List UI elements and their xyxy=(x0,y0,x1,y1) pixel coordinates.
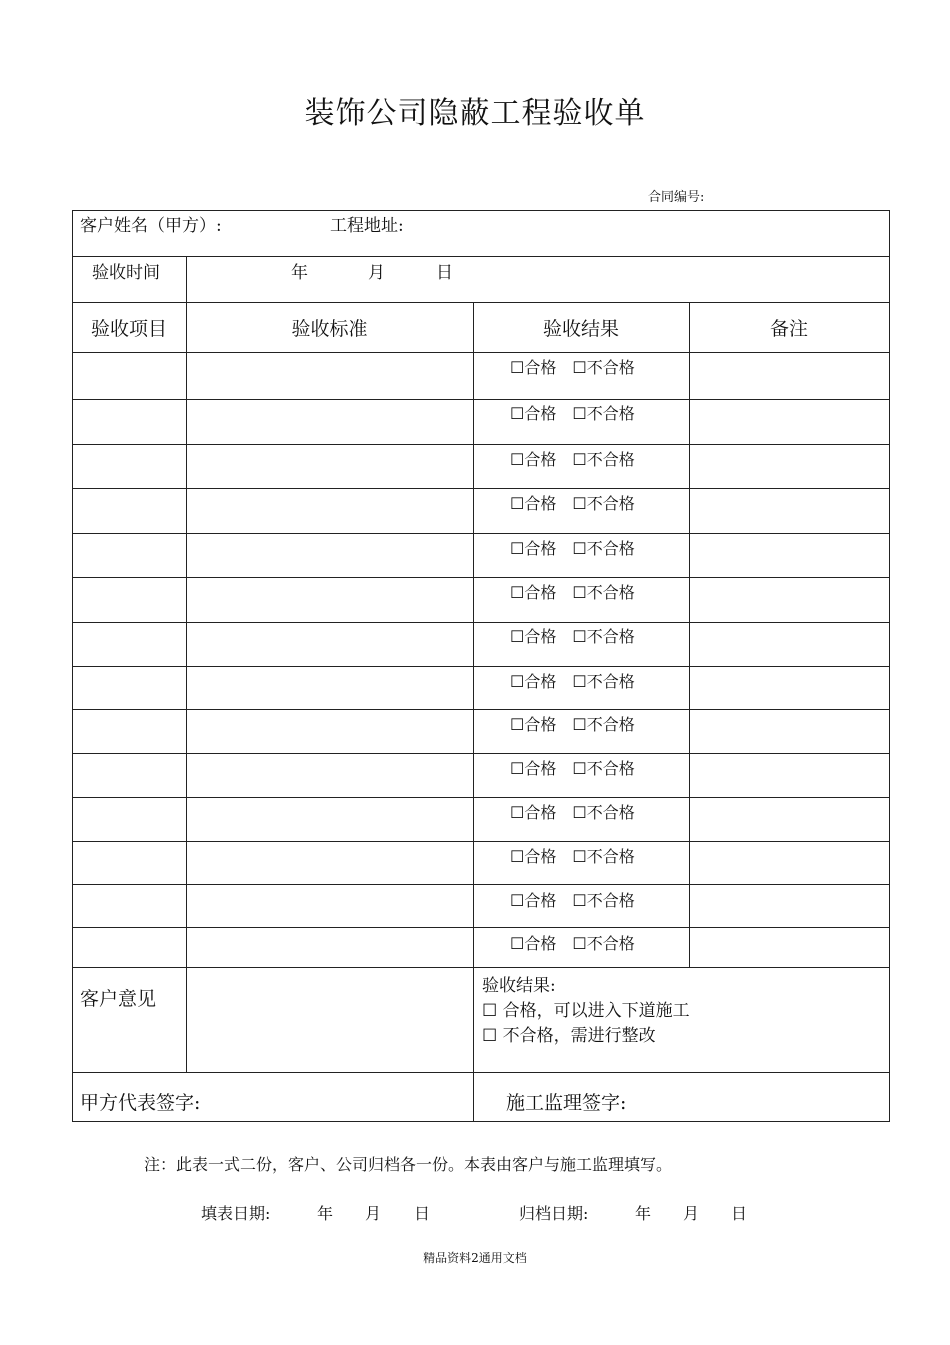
pass-checkbox[interactable]: ☐ xyxy=(510,404,525,423)
pass-checkbox[interactable]: ☐ xyxy=(510,583,525,602)
fail-checkbox[interactable]: ☐ xyxy=(572,847,587,866)
pass-label: 合格 xyxy=(524,803,557,822)
result-options xyxy=(510,800,635,823)
fail-label: 不合格 xyxy=(586,583,635,602)
pass-label: 合格 xyxy=(524,715,557,734)
fail-label: 不合格 xyxy=(586,715,635,734)
archive-date-day: 日 xyxy=(731,1204,748,1223)
fill-date-label: 填表日期: xyxy=(201,1204,271,1223)
customer-opinion-label: 客户意见 xyxy=(80,988,157,1010)
pass-checkbox[interactable]: ☐ xyxy=(510,450,525,469)
archive-date-year: 年 xyxy=(635,1204,652,1223)
result-options xyxy=(510,624,635,647)
pass-checkbox[interactable]: ☐ xyxy=(510,494,525,513)
note-text: 注：此表一式二份，客户、公司归档各一份。本表由客户与施工监理填写。 xyxy=(144,1155,673,1174)
fail-label: 不合格 xyxy=(586,539,635,558)
pass-label: 合格 xyxy=(524,494,557,513)
pass-label: 合格 xyxy=(524,583,557,602)
pass-checkbox[interactable]: ☐ xyxy=(510,759,525,778)
result-options xyxy=(510,888,635,911)
pass-checkbox[interactable]: ☐ xyxy=(510,715,525,734)
fail-checkbox[interactable]: ☐ xyxy=(572,358,587,377)
result-options xyxy=(510,401,635,424)
supervisor-signature-label: 施工监理签字: xyxy=(506,1092,627,1114)
pass-checkbox[interactable]: ☐ xyxy=(510,847,525,866)
pass-label: 合格 xyxy=(524,404,557,423)
fail-checkbox[interactable]: ☐ xyxy=(572,759,587,778)
pass-label: 合格 xyxy=(524,450,557,469)
fail-checkbox[interactable]: ☐ xyxy=(572,715,587,734)
result-options xyxy=(510,931,635,954)
fail-checkbox[interactable]: ☐ xyxy=(572,891,587,910)
header-remark: 备注 xyxy=(769,318,808,340)
fail-label: 不合格 xyxy=(586,494,635,513)
header-result: 验收结果 xyxy=(542,318,619,340)
page-footer: 精品资料2通用文档 xyxy=(423,1251,527,1265)
pass-checkbox[interactable]: ☐ xyxy=(510,891,525,910)
fail-label: 不合格 xyxy=(586,672,635,691)
fail-label: 不合格 xyxy=(586,358,635,377)
pass-label: 合格 xyxy=(524,847,557,866)
fail-checkbox[interactable]: ☐ xyxy=(572,803,587,822)
fail-label: 不合格 xyxy=(586,627,635,646)
option-pass[interactable]: ☐ 合格，可以进入下道施工 xyxy=(482,1001,690,1021)
fail-checkbox[interactable]: ☐ xyxy=(572,672,587,691)
result-options xyxy=(510,756,635,779)
fail-checkbox[interactable]: ☐ xyxy=(572,627,587,646)
year-label: 年 xyxy=(291,263,308,283)
fail-checkbox[interactable]: ☐ xyxy=(572,450,587,469)
fail-label: 不合格 xyxy=(586,891,635,910)
fill-date-year: 年 xyxy=(317,1204,334,1223)
fail-checkbox[interactable]: ☐ xyxy=(572,934,587,953)
fill-date-month: 月 xyxy=(365,1204,382,1223)
pass-checkbox[interactable]: ☐ xyxy=(510,539,525,558)
pass-checkbox[interactable]: ☐ xyxy=(510,358,525,377)
customer-name-label: 客户姓名（甲方）: xyxy=(80,216,222,236)
result-options xyxy=(510,447,635,470)
page-title: 装饰公司隐蔽工程验收单 xyxy=(304,96,646,131)
pass-label: 合格 xyxy=(524,891,557,910)
pass-checkbox[interactable]: ☐ xyxy=(510,627,525,646)
fill-date-day: 日 xyxy=(414,1204,431,1223)
option-fail[interactable]: ☐ 不合格，需进行整改 xyxy=(482,1026,656,1046)
fail-label: 不合格 xyxy=(586,450,635,469)
result-options xyxy=(510,536,635,559)
fail-checkbox[interactable]: ☐ xyxy=(572,404,587,423)
header-item: 验收项目 xyxy=(90,318,167,340)
pass-label: 合格 xyxy=(524,934,557,953)
fail-label: 不合格 xyxy=(586,847,635,866)
fail-label: 不合格 xyxy=(586,759,635,778)
result-options xyxy=(510,491,635,514)
fail-checkbox[interactable]: ☐ xyxy=(572,539,587,558)
pass-label: 合格 xyxy=(524,627,557,646)
pass-checkbox[interactable]: ☐ xyxy=(510,803,525,822)
pass-checkbox[interactable]: ☐ xyxy=(510,934,525,953)
archive-date-label: 归档日期: xyxy=(519,1204,589,1223)
result-options xyxy=(510,844,635,867)
header-standard: 验收标准 xyxy=(291,318,368,340)
month-label: 月 xyxy=(368,263,385,283)
result-options xyxy=(510,580,635,603)
fail-checkbox[interactable]: ☐ xyxy=(572,494,587,513)
result-options xyxy=(510,669,635,692)
fail-label: 不合格 xyxy=(586,404,635,423)
party-a-signature-label: 甲方代表签字: xyxy=(80,1092,201,1114)
result-options xyxy=(510,355,635,378)
day-label: 日 xyxy=(436,263,453,283)
archive-date-month: 月 xyxy=(683,1204,700,1223)
fail-label: 不合格 xyxy=(586,803,635,822)
final-result-title: 验收结果: xyxy=(482,976,556,996)
pass-label: 合格 xyxy=(524,759,557,778)
acceptance-time-label: 验收时间 xyxy=(92,263,160,283)
pass-label: 合格 xyxy=(524,358,557,377)
project-address-label: 工程地址: xyxy=(330,216,404,236)
pass-label: 合格 xyxy=(524,672,557,691)
pass-checkbox[interactable]: ☐ xyxy=(510,672,525,691)
fail-label: 不合格 xyxy=(586,934,635,953)
contract-number-label: 合同编号: xyxy=(648,190,705,205)
fail-checkbox[interactable]: ☐ xyxy=(572,583,587,602)
result-options xyxy=(510,712,635,735)
pass-label: 合格 xyxy=(524,539,557,558)
